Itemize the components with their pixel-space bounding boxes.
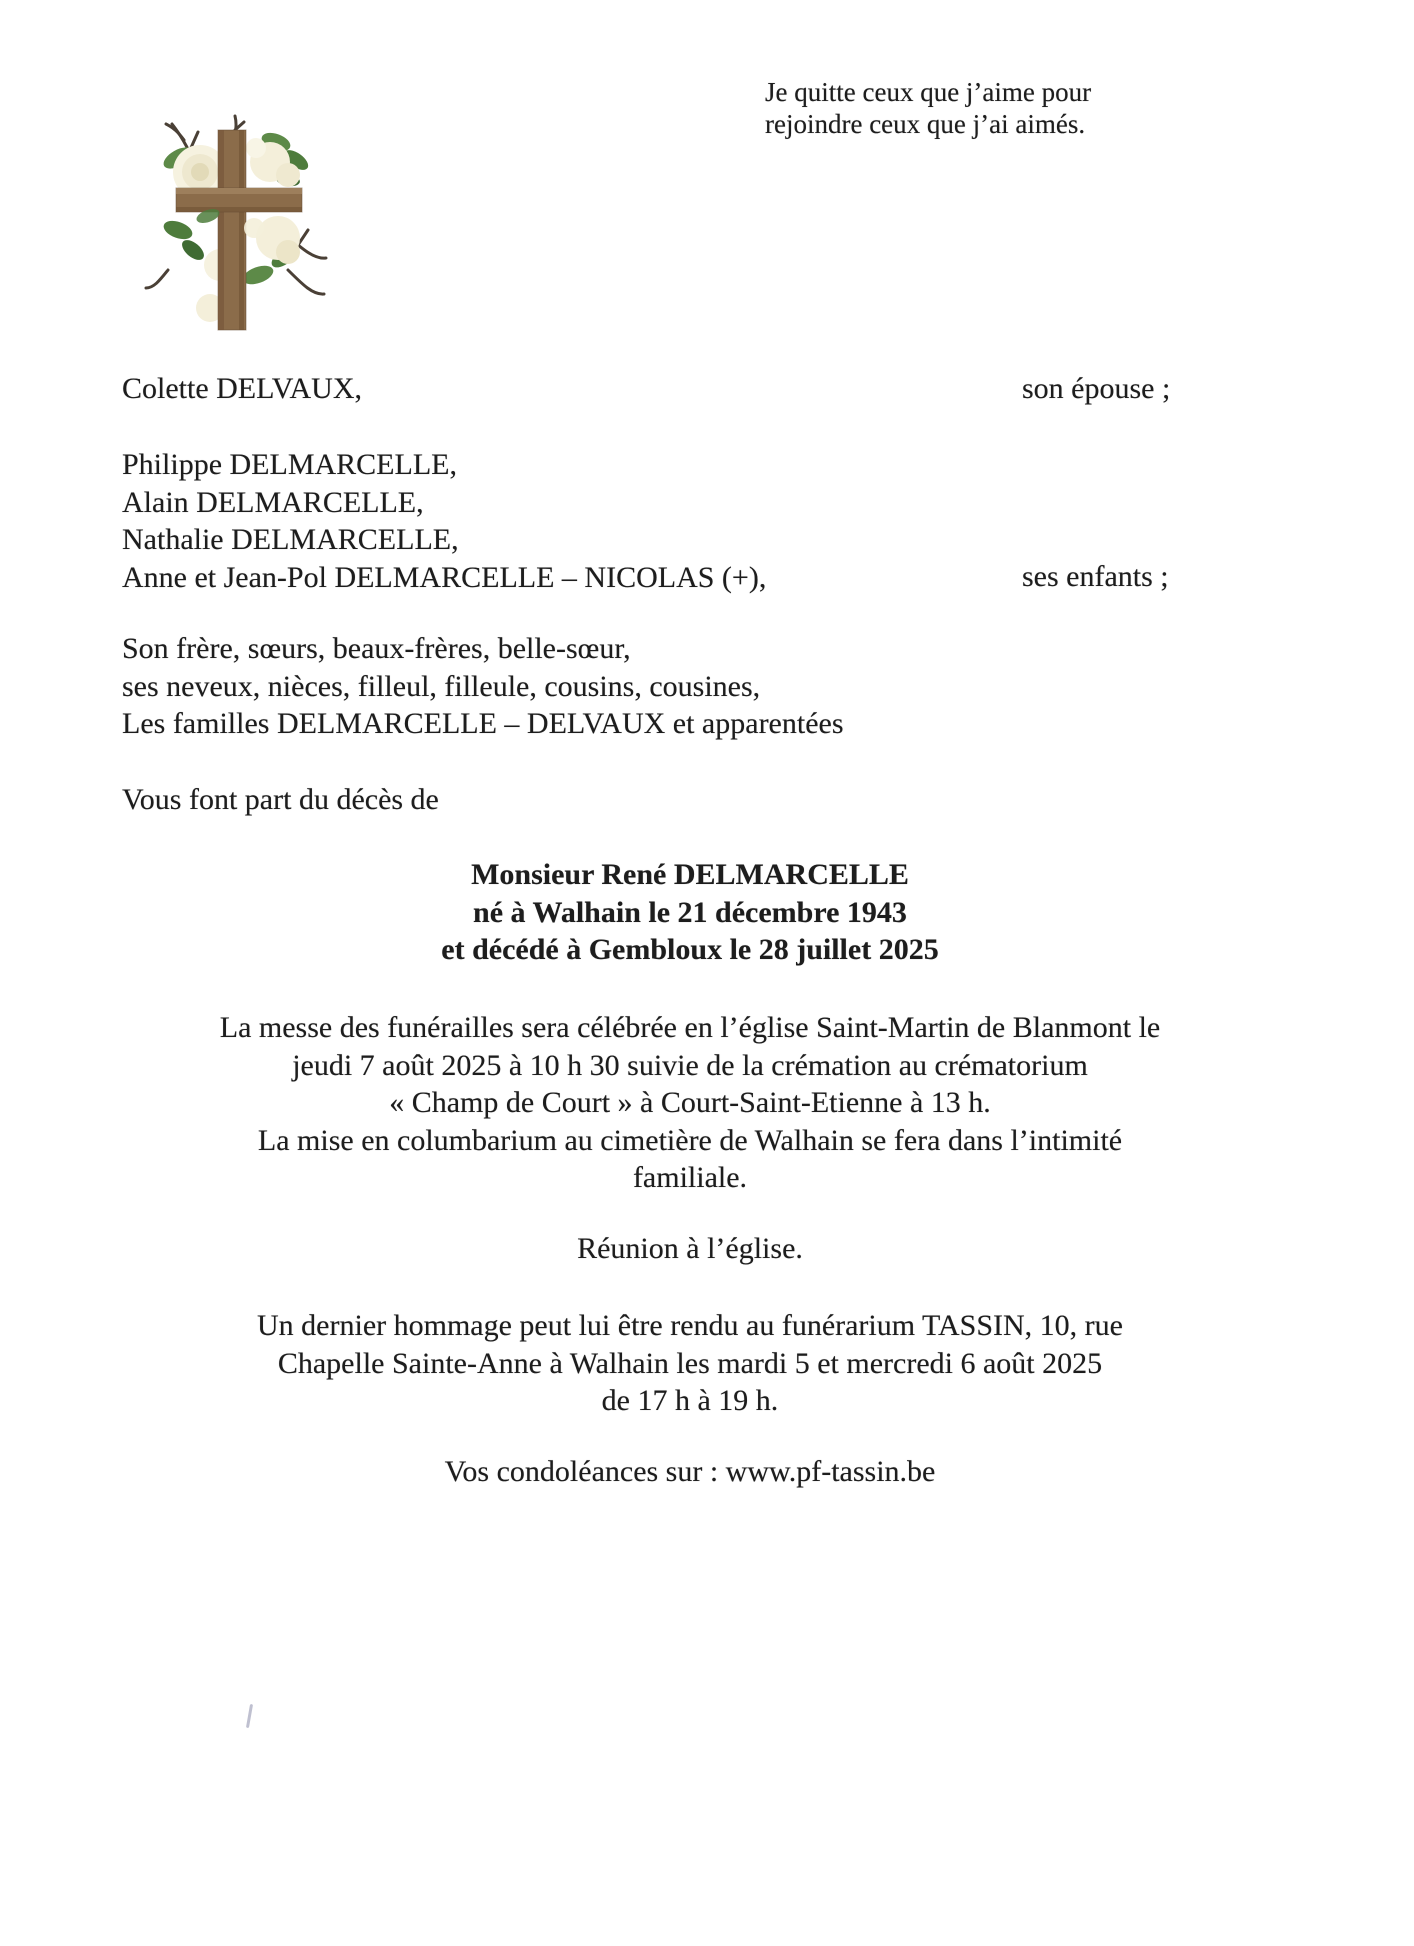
deceased-block xyxy=(0,856,1380,969)
funeral-details-line: La messe des funérailles sera célébrée en l’église Saint-Martin de Blanmont le xyxy=(219,1011,1161,1044)
tribute-details xyxy=(0,1307,1380,1420)
children-relation: ses enfants ; xyxy=(1022,560,1169,593)
child-name: Philippe DELMARCELLE, xyxy=(122,448,457,481)
relatives-line: Les familles DELMARCELLE – DELVAUX et apparentées xyxy=(122,707,844,740)
reunion-line: Réunion à l’église. xyxy=(577,1232,803,1265)
children-names xyxy=(122,446,766,596)
child-name: Nathalie DELMARCELLE, xyxy=(122,523,459,556)
child-name: Anne et Jean-Pol DELMARCELLE – NICOLAS (+), xyxy=(122,560,767,594)
funeral-details-line: « Champ de Court » à Court-Saint-Etienne à 13 h. xyxy=(389,1086,991,1119)
funeral-details-line: La mise en columbarium au cimetière de Walhain se fera dans l’intimité xyxy=(257,1123,1123,1157)
announcement-intro: Vous font part du décès de xyxy=(122,783,439,816)
tribute-details-line: de 17 h à 19 h. xyxy=(601,1384,779,1417)
tribute-details-line: Chapelle Sainte-Anne à Walhain les mardi 5 et mercredi 6 août 2025 xyxy=(277,1346,1103,1380)
condolences-line: Vos condoléances sur : www.pf-tassin.be xyxy=(444,1455,936,1488)
wooden-cross-flowers-image xyxy=(138,80,333,340)
funeral-details xyxy=(0,1009,1380,1197)
relatives-line: Son frère, sœurs, beaux-frères, belle-sœur, xyxy=(122,632,631,665)
deceased-birth-line: né à Walhain le 21 décembre 1943 xyxy=(473,895,907,929)
memorial-quote-line-2: rejoindre ceux que j’ai aimés. xyxy=(765,109,1086,139)
scan-artifact-mark xyxy=(246,1704,253,1728)
relatives-list xyxy=(122,630,844,743)
deceased-death-line: et décédé à Gembloux le 28 juillet 2025 xyxy=(441,933,939,966)
memorial-quote xyxy=(765,76,1091,140)
funeral-details-line: familiale. xyxy=(632,1161,748,1194)
child-name: Alain DELMARCELLE, xyxy=(122,485,424,519)
relatives-line: ses neveux, nièces, filleul, filleule, cousins, cousines, xyxy=(122,669,761,703)
spouse-name: Colette DELVAUX, xyxy=(122,372,362,405)
memorial-quote-line-1: Je quitte ceux que j’aime pour xyxy=(765,77,1092,107)
deceased-name: Monsieur René DELMARCELLE xyxy=(471,858,909,891)
tribute-details-line: Un dernier hommage peut lui être rendu au funérarium TASSIN, 10, rue xyxy=(257,1309,1123,1342)
funeral-details-line: jeudi 7 août 2025 à 10 h 30 suivie de la crémation au crématorium xyxy=(292,1048,1088,1082)
spouse-relation: son épouse ; xyxy=(1022,372,1171,405)
